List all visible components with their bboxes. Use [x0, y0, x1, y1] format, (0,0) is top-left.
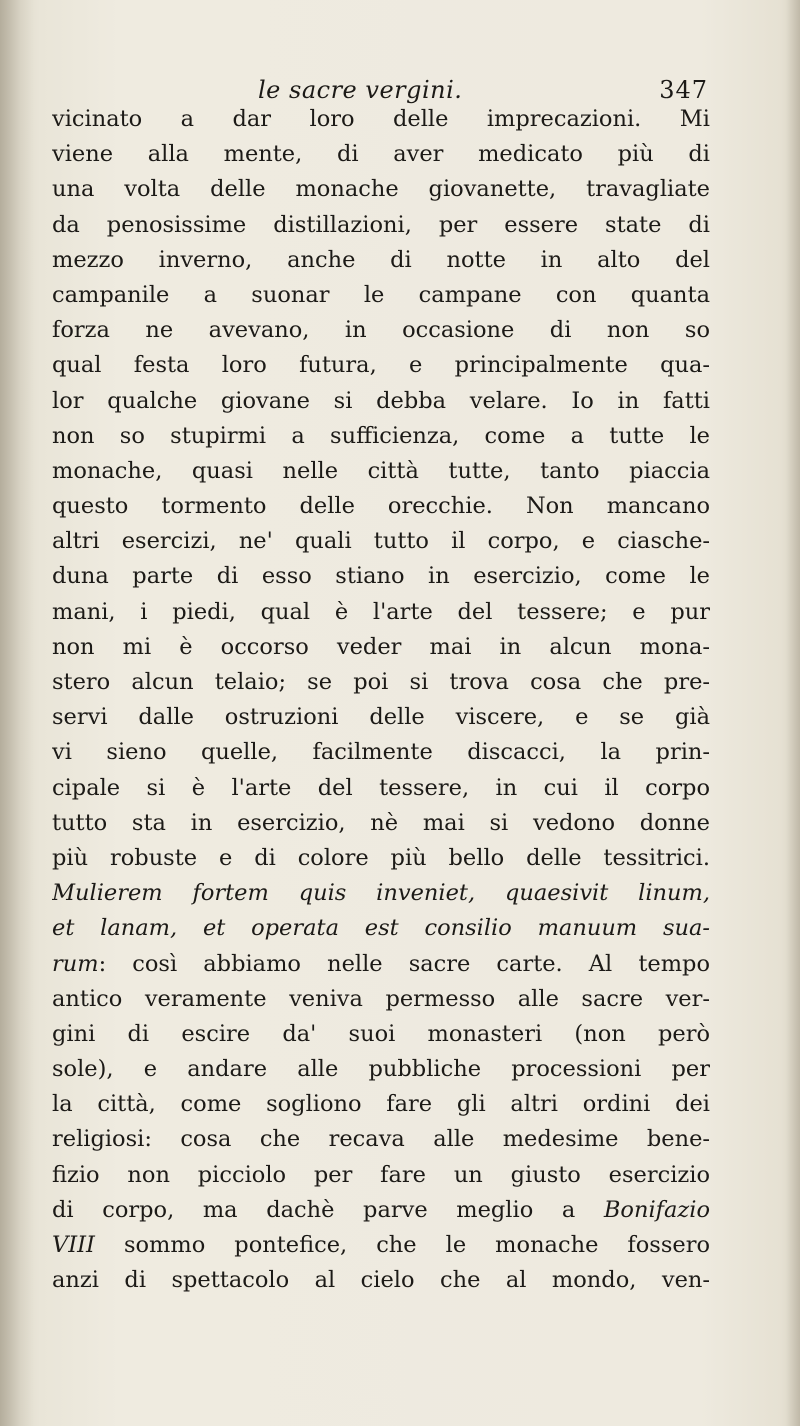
- text-line: tutto sta in esercizio, nè mai si vedono donne: [52, 809, 710, 836]
- text-line: non so stupirmi a sufficienza, come a tutte le: [52, 422, 710, 449]
- text-line: vicinato a dar loro delle imprecazioni. Mi: [52, 106, 710, 132]
- text-line: rum: così abbiamo nelle sacre carte. Al tempo: [52, 950, 710, 977]
- text-line: di corpo, ma dachè parve meglio a Bonifazio: [52, 1196, 710, 1223]
- binding-shadow: [0, 0, 34, 1426]
- text-line: VIII sommo pontefice, che le monache fossero: [52, 1232, 710, 1258]
- text-line: [52, 911, 710, 946]
- text-line: monache, quasi nelle città tutte, tanto piaccia: [52, 457, 710, 484]
- text-line: vi sieno quelle, facilmente discacci, la prin-: [52, 739, 710, 766]
- text-line: viene alla mente, di aver medicato più di: [52, 141, 710, 168]
- text-line: altri esercizi, ne' quali tutto il corpo, e ciasche-: [52, 528, 710, 555]
- italic-text: VIII: [52, 1232, 95, 1258]
- italic-text: Mulierem fortem quis inveniet, quaesivit linum,: [52, 880, 710, 907]
- text-line: mezzo inverno, anche di notte in alto del: [52, 246, 710, 273]
- text-line: duna parte di esso stiano in esercizio, come le: [52, 563, 710, 590]
- text-line: mani, i piedi, qual è l'arte del tessere; e pur: [52, 598, 710, 625]
- text-line: la città, come sogliono fare gli altri ordini dei: [52, 1091, 710, 1118]
- text-line: da penosissime distillazioni, per essere state di: [52, 211, 710, 238]
- text-line: servi dalle ostruzioni delle viscere, e se già: [52, 704, 710, 731]
- body-text: [52, 102, 710, 1298]
- text-line: qual festa loro futura, e principalmente qua-: [52, 352, 710, 379]
- text-line: fizio non picciolo per fare un giusto esercizio: [52, 1161, 710, 1188]
- text-line: religiosi: cosa che recava alle medesime bene-: [52, 1126, 710, 1153]
- italic-text: et lanam, et operata est consilio manuum sua-: [52, 915, 710, 942]
- text-line: forza ne avevano, in occasione di non so: [52, 317, 710, 344]
- text-line: più robuste e di colore più bello delle tessitrici.: [52, 844, 710, 871]
- text-line: non mi è occorso veder mai in alcun mona-: [52, 633, 710, 660]
- page-edge-shadow: [786, 0, 800, 1426]
- text-line: antico veramente veniva permesso alle sacre ver-: [52, 985, 710, 1012]
- text-line: campanile a suonar le campane con quanta: [52, 281, 710, 308]
- text-line: lor qualche giovane si debba velare. Io in fatti: [52, 387, 710, 414]
- text-line: questo tormento delle orecchie. Non mancano: [52, 493, 710, 520]
- page-number: 347: [659, 76, 708, 104]
- italic-text: Bonifazio: [603, 1196, 710, 1223]
- text-line: cipale si è l'arte del tessere, in cui il corpo: [52, 774, 710, 801]
- text-line: gini di escire da' suoi monasteri (non però: [52, 1020, 710, 1047]
- text-line: una volta delle monache giovanette, travagliate: [52, 176, 710, 203]
- italic-text: rum: [52, 950, 99, 977]
- running-title: le sacre vergini.: [258, 76, 463, 104]
- text-line: anzi di spettacolo al cielo che al mondo, ven-: [52, 1267, 710, 1294]
- text-line: [52, 876, 710, 911]
- text-line: stero alcun telaio; se poi si trova cosa che pre-: [52, 669, 710, 695]
- text-line: sole), e andare alle pubbliche processioni per: [52, 1056, 710, 1083]
